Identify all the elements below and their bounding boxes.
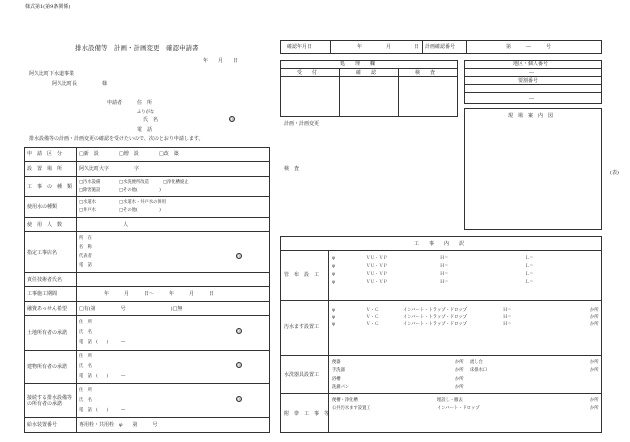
side-mark: (表) [610,170,619,176]
equip-item-2: 床排水口 [470,368,488,373]
extra-item-2: 埋設し・撤去 [437,398,463,403]
addressee-2: 阿久比町長 様 [52,81,108,87]
meter-no-dash: ― [529,96,534,102]
masu-item: インバート・トラップ・ドロップ [403,308,467,313]
masu-size: φ [332,315,336,320]
users-unit: 人 [123,222,129,228]
extra-unit: か所 [590,406,599,411]
equip-unit: か所 [455,385,464,390]
connect-name: 氏 名 [79,398,92,403]
masu-size: φ [332,308,336,313]
equip-unit: か所 [455,377,464,382]
shori-col-kakunin: 確 認 [356,70,377,76]
applicant-name: 氏 名 [143,117,159,123]
connect-phone: 電 話 ( ) ― [79,408,126,413]
masu-h: Ｈ＝ [503,315,512,320]
form-number: 様式第1(第9条関係) [25,4,71,10]
intro-text: 排水設備等の計画・計画変更の確認を受けたいので、次のとおり申請します。 [29,136,204,142]
masu-type: Ｖ・Ｃ [366,315,379,320]
form-title: 排水設備等 計画・計画変更 確認申請書 [75,44,199,52]
pipe-size: φ [332,264,336,269]
equip-unit-2: か所 [590,368,599,373]
contractor-name: 名 称 [79,245,92,250]
kakunin-month: 月 [386,44,392,50]
shubetsu-septic[interactable]: □浄化槽廃止 [163,180,189,185]
masu-unit: か所 [590,315,599,320]
pipe-size: φ [332,256,336,261]
connect-address: 住 所 [79,388,92,393]
landowner-label: 土地所有者の承諾 [27,330,68,336]
consent-label: 融資あっせん希望 [27,306,67,312]
pipe-type: ＶＵ・ＶＰ [366,272,388,277]
contractor-rep: 代表者 [79,254,92,259]
shubetsu-toilet[interactable]: □水洗便所改造 [119,180,149,185]
pipe-size: φ [332,272,336,277]
shubetsu-label: 工 事 の 種 類 [27,184,73,190]
form-date: 年 月 日 [203,58,239,64]
buildingowner-phone: 電 話 ( ) ― [79,374,126,379]
extra-item: 公共汚水ます設置工 [332,406,371,411]
pipe-type: ＶＵ・ＶＰ [366,264,388,269]
landowner-address: 住 所 [79,320,92,325]
kubun-new-checkbox[interactable]: □新 設 [79,151,99,157]
masu-h: Ｈ＝ [503,322,512,327]
connect-seal: 印 [237,397,241,402]
equip-unit: か所 [455,360,464,365]
equip-item: 浴槽 [332,377,341,382]
kakunin-date-label: 確認年月日 [287,44,313,50]
applicant-label: 申請者 [107,100,123,106]
water-other[interactable]: □その他( ) [119,208,161,213]
shori-col-kensa: 検 査 [415,70,436,76]
pipe-h: Ｈ＝ [440,264,449,269]
plan-change-label: 計画・計画変更 [284,121,320,127]
equip-item: 洗濯パン [332,385,350,390]
water-both[interactable]: □水道水・井戸水の併用 [119,200,167,205]
applicant-address: 住 所 [137,100,153,106]
applicant-phone: 電 話 [137,127,153,133]
pipe-l: Ｌ＝ [525,264,534,269]
buildingowner-name: 氏 名 [79,364,92,369]
pipe-label: 管 布 設 工 [284,272,320,278]
masu-unit: か所 [590,308,599,313]
buildingowner-address: 住 所 [79,354,92,359]
plan-no-value: 第 ― 号 [506,44,552,50]
pipe-h: Ｈ＝ [440,272,449,277]
water-tap[interactable]: □水道水 [79,200,96,205]
masu-type: Ｖ・Ｃ [366,308,379,313]
pipe-type: ＶＵ・ＶＰ [366,256,388,261]
kakunin-day: 日 [414,44,420,50]
equip-item-2: 流し台 [470,360,483,365]
period-value: 年 月 日〜 年 月 日 [104,291,215,297]
equip-item: 便器 [332,360,341,365]
buildingowner-label: 建物所有者の承諾 [27,364,68,370]
pipe-h: Ｈ＝ [440,280,449,285]
landowner-seal: 印 [237,329,241,334]
meter-no-label: 要割番号 [518,78,539,84]
connect-label: 接続する排水設備等の所有者の承諾 [27,395,73,407]
landowner-phone: 電 話 ( ) ― [79,340,126,345]
consent-value[interactable]: □有(第 号 )□無 [79,306,183,312]
extra-unit: か所 [590,398,599,403]
kakunin-year: 年 [357,44,363,50]
equip-unit-2: か所 [590,360,599,365]
pipe-type: ＶＵ・ＶＰ [366,280,388,285]
kubun-add-checkbox[interactable]: □増 設 [119,151,139,157]
equip-item: 手洗器 [332,368,345,373]
applicant-furigana: ふりがな [137,110,155,115]
masu-label: 汚水ます設置工 [284,324,320,330]
applicant-seal: 印 [230,117,234,122]
basho-value: 阿久比町大字 字 [79,166,140,172]
pipe-l: Ｌ＝ [525,272,534,277]
extra-item: 便槽・浄化槽 [332,398,358,403]
equip-label: 水洗器具設置工 [284,372,320,378]
masu-unit: か所 [590,322,599,327]
addressee-1: 阿久比町下水道事業 [29,71,75,77]
contractor-seal: 印 [237,254,241,259]
masu-size: φ [332,322,336,327]
area-label: 地区・個人番号 [513,61,549,67]
meter-value: 専用栓・共用栓 φ 第 号 [79,422,158,428]
masu-item: インバート・トラップ・ドロップ [403,322,467,327]
engineer-label: 責任技術者氏名 [27,277,63,283]
water-well[interactable]: □井戸水 [79,208,96,213]
buildingowner-seal: 印 [237,363,241,368]
masu-item: インバート・トラップ・ドロップ [403,315,467,320]
basho-label: 設 置 場 所 [27,166,63,172]
kubun-rebuild-checkbox[interactable]: □改 築 [159,151,179,157]
map-label: 現 場 案 内 図 [508,113,554,119]
shori-col-uketsuke: 受 付 [297,70,318,76]
pipe-l: Ｌ＝ [525,256,534,261]
extra-label: 附 帯 工 事 等 [284,411,330,417]
meter-label: 給水装置番号 [27,422,58,428]
equip-unit: か所 [455,368,464,373]
shubetsu-facility[interactable]: □除害施設 [79,188,101,193]
users-label: 使 用 人 数 [27,222,63,228]
inspection-label: 検 査 [284,166,300,172]
masu-type: Ｖ・Ｃ [366,322,379,327]
contractor-phone: 電 話 [79,263,92,268]
kubun-label: 申 請 区 分 [27,151,63,157]
shori-header: 処 理 欄 [340,61,376,67]
works-header: 工 事 内 訳 [414,241,465,247]
contractor-address: 所 在 [79,236,92,241]
pipe-size: φ [332,280,336,285]
extra-item-2: インバート・ドロップ [437,406,480,411]
map-box [464,108,602,230]
shubetsu-other[interactable]: □その他( ) [119,188,161,193]
shubetsu-sewage[interactable]: □汚水設備 [79,180,101,185]
water-label: 使用水の種類 [27,204,58,210]
pipe-h: Ｈ＝ [440,256,449,261]
period-label: 工事施工期間 [27,291,58,297]
area-dash: ― [529,70,534,76]
plan-no-label: 計画確認番号 [425,44,456,50]
masu-h: Ｈ＝ [503,308,512,313]
pipe-l: Ｌ＝ [525,280,534,285]
landowner-name: 氏 名 [79,330,92,335]
contractor-label: 指定工事店名 [27,250,58,256]
